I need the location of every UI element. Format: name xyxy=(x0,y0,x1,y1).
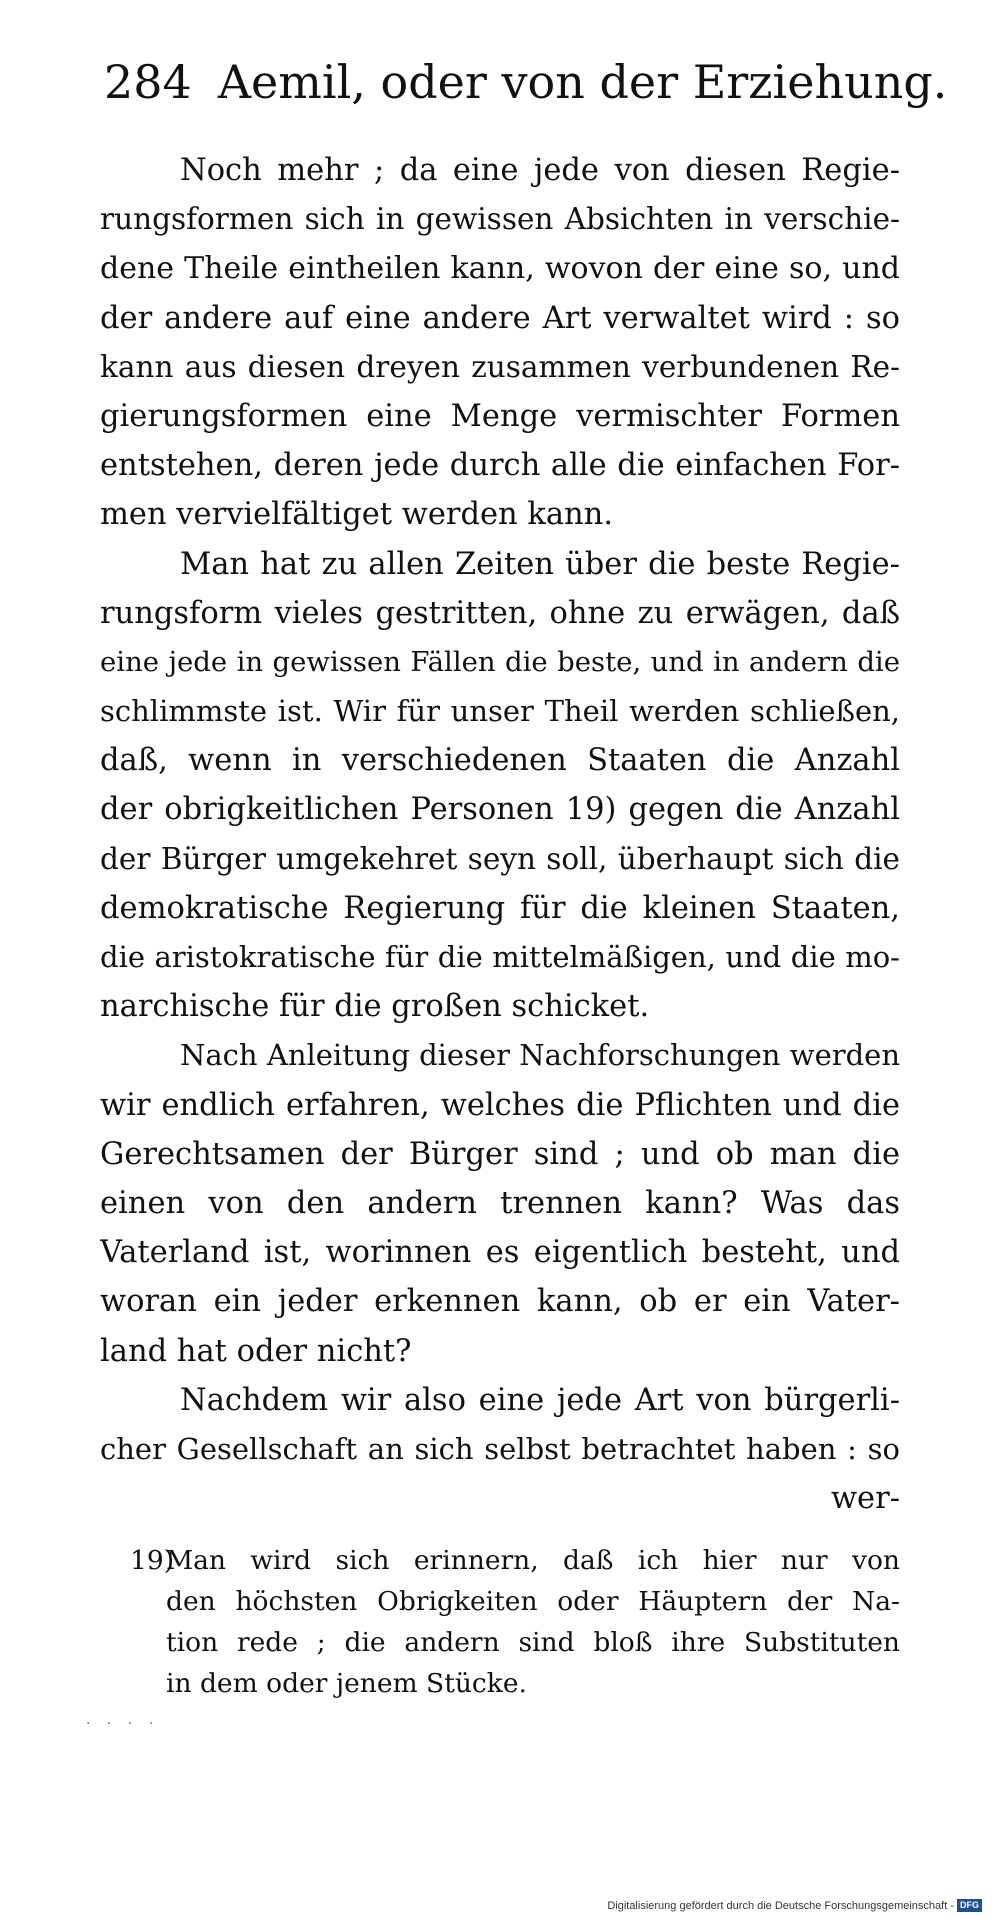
text-line: Nach Anleitung dieser Nachforschungen werden xyxy=(180,1038,900,1073)
text-line: narchische für die großen schicket. xyxy=(100,989,650,1025)
text-line: die aristokratische für die mittelmäßigen, und die mo- xyxy=(100,940,900,974)
text-line: schlimmste ist. Wir für unser Theil werden schließen, xyxy=(100,694,900,729)
text-line: rungsformen sich in gewissen Absichten in verschie- xyxy=(100,202,900,237)
page-number: 284 xyxy=(104,55,192,109)
text-line: einen von den andern trennen kann? Was das xyxy=(100,1185,900,1221)
dfg-logo: DFG xyxy=(957,1899,982,1912)
footnote-line: in dem oder jenem Stücke. xyxy=(166,1668,527,1699)
text-line: land hat oder nicht? xyxy=(100,1333,412,1369)
text-line: daß, wenn in verschiedenen Staaten die Anzahl xyxy=(100,743,900,779)
text-line: demokratische Regierung für die kleinen Staaten, xyxy=(100,890,900,926)
text-line: der andere auf eine andere Art verwaltet wird : so xyxy=(100,300,900,336)
footnote-marker: 19) xyxy=(130,1545,175,1576)
digitization-credit xyxy=(607,1899,982,1912)
running-title: Aemil, oder von der Erziehung. xyxy=(217,55,948,109)
text-line: eine jede in gewissen Fällen die beste, und in andern die xyxy=(100,645,900,678)
running-head xyxy=(104,52,948,112)
text-line: woran ein jeder erkennen kann, ob er ein Vater- xyxy=(100,1284,900,1320)
text-line: wir endlich erfahren, welches die Pflichten und die xyxy=(100,1087,900,1123)
text-line: entstehen, deren jede durch alle die einfachen For- xyxy=(100,448,900,484)
text-line: Man hat zu allen Zeiten über die beste Regie- xyxy=(180,546,900,582)
catchword: wer- xyxy=(830,1481,900,1517)
footnote-line: den höchsten Obrigkeiten oder Häuptern der Na- xyxy=(166,1586,900,1617)
scan-speckle: · · · · xyxy=(86,1716,160,1732)
text-line: Nachdem wir also eine jede Art von bürgerli- xyxy=(180,1382,900,1418)
footnote xyxy=(130,1540,900,1704)
text-line: men vervielfältiget werden kann. xyxy=(100,497,614,533)
text-line: der Bürger umgekehret seyn soll, überhaupt sich die xyxy=(100,841,900,876)
credit-text: Digitalisierung gefördert durch die Deutsche Forschungsgemeinschaft - xyxy=(607,1899,954,1912)
text-line: dene Theile eintheilen kann, wovon der eine so, und xyxy=(100,251,900,287)
text-line: Vaterland ist, worinnen es eigentlich besteht, und xyxy=(100,1235,900,1271)
footnote-line: Man wird sich erinnern, daß ich hier nur von xyxy=(166,1545,900,1576)
footnote-line: tion rede ; die andern sind bloß ihre Substituten xyxy=(166,1627,900,1658)
text-line: der obrigkeitlichen Personen 19) gegen die Anzahl xyxy=(100,792,900,828)
text-line: Noch mehr ; da eine jede von diesen Regie- xyxy=(180,153,900,188)
text-line: rungsform vieles gestritten, ohne zu erwägen, daß xyxy=(100,595,900,631)
text-line: cher Gesellschaft an sich selbst betrachtet haben : so xyxy=(100,1431,900,1466)
text-line: kann aus diesen dreyen zusammen verbundenen Re- xyxy=(100,349,900,384)
text-line: gierungsformen eine Menge vermischter Formen xyxy=(100,398,900,434)
text-line: Gerechtsamen der Bürger sind ; und ob man die xyxy=(100,1136,900,1172)
body-text xyxy=(100,146,900,1523)
